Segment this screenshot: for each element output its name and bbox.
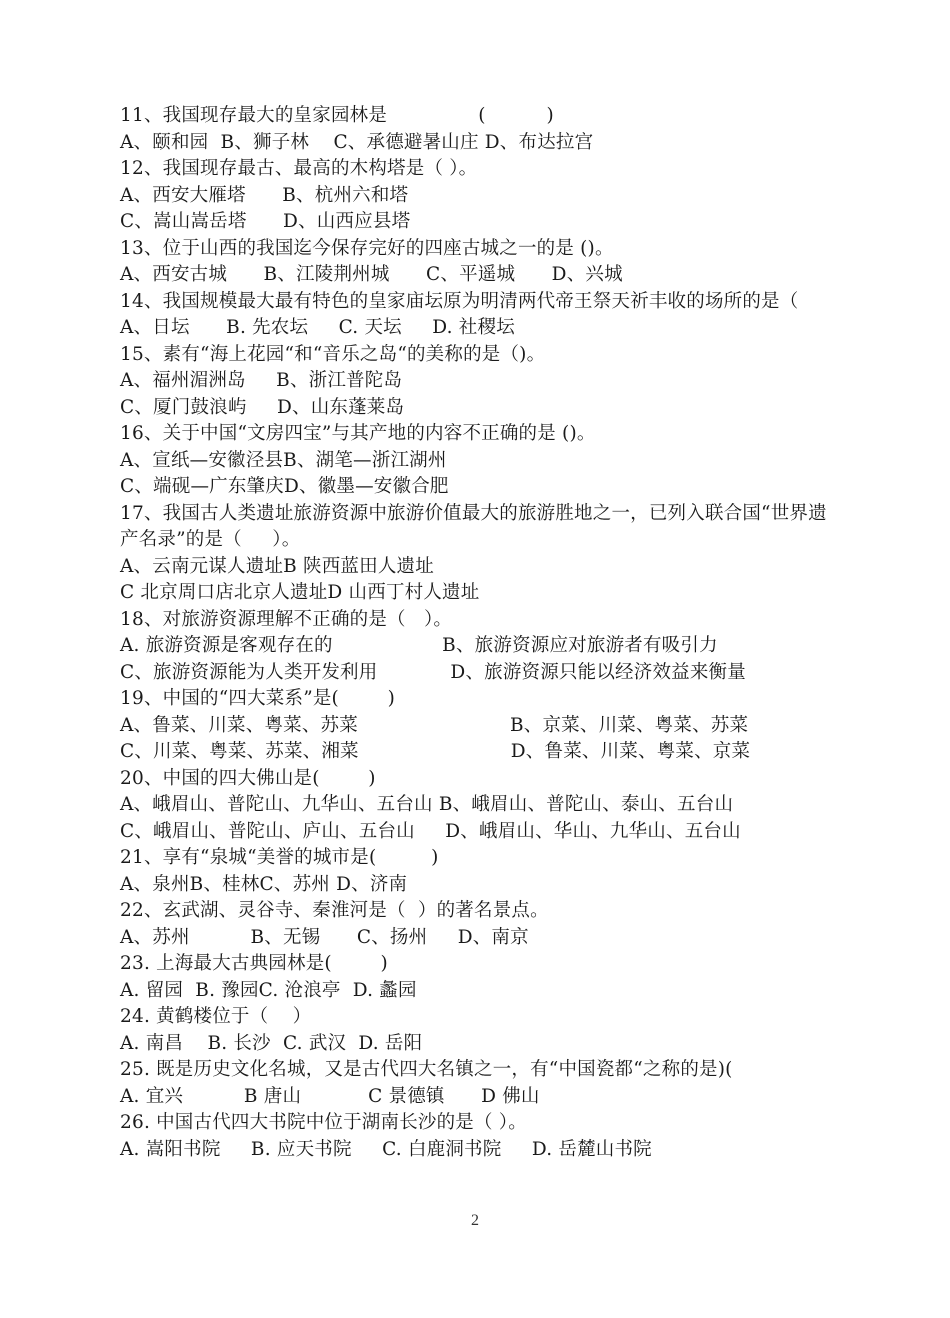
- question-16-options-ab: A、宣纸—安徽泾县B、湖笔—浙江湖州: [120, 449, 447, 471]
- question-19-options-ab: A、鲁菜、川菜、粤菜、苏菜 B、京菜、川菜、粤菜、苏菜: [120, 714, 749, 736]
- question-22-stem: 22、玄武湖、灵谷寺、秦淮河是（ ）的著名景点。: [120, 900, 549, 921]
- question-18-options-cd: C、旅游资源能为人类开发利用 D、旅游资源只能以经济效益来衡量: [120, 661, 746, 683]
- question-15-options-cd: C、厦门鼓浪屿 D、山东蓬莱岛: [120, 396, 405, 418]
- question-15-options-ab: A、福州湄洲岛 B、浙江普陀岛: [120, 370, 403, 391]
- question-20-options-cd: C、峨眉山、普陀山、庐山、五台山 D、峨眉山、华山、九华山、五台山: [120, 820, 741, 842]
- question-26-stem: 26. 中国古代四大书院中位于湖南长沙的是（ ）。: [120, 1112, 527, 1133]
- question-26-options: A. 嵩阳书院 B. 应天书院 C. 白鹿洞书院 D. 岳麓山书院: [120, 1138, 652, 1160]
- question-18-stem: 18、对旅游资源理解不正确的是（ ）。: [120, 608, 453, 630]
- question-list: [120, 103, 910, 1163]
- question-20-options-ab: A、峨眉山、普陀山、九华山、五台山 B、峨眉山、普陀山、泰山、五台山: [120, 794, 734, 815]
- question-13-stem: 13、位于山西的我国迄今保存完好的四座古城之一的是 ()。: [120, 237, 614, 259]
- question-17-stem-continued: 产名录”的是（ ）。: [120, 529, 301, 550]
- question-22-options: A、苏州 B、无锡 C、扬州 D、南京: [120, 926, 529, 948]
- question-18-options-ab: A. 旅游资源是客观存在的 B、旅游资源应对旅游者有吸引力: [120, 635, 718, 656]
- question-19-options-cd: C、川菜、粤菜、苏菜、湘菜 D、鲁菜、川菜、粤菜、京菜: [120, 741, 751, 762]
- question-21-options: A、泉州B、桂林C、苏州 D、济南: [120, 873, 408, 895]
- page-number: 2: [471, 1212, 479, 1229]
- question-14-options: A、日坛 B. 先农坛 C. 天坛 D. 社稷坛: [120, 317, 515, 338]
- question-24-options: A. 南昌 B. 长沙 C. 武汉 D. 岳阳: [120, 1032, 423, 1054]
- question-13-options: A、西安古城 B、江陵荆州城 C、平遥城 D、兴城: [120, 264, 623, 285]
- question-23-stem: 23. 上海最大古典园林是( ): [120, 953, 388, 974]
- question-12-stem: 12、我国现存最古、最高的木构塔是（ ）。: [120, 158, 478, 179]
- question-12-options-ab: A、西安大雁塔 B、杭州六和塔: [120, 184, 409, 206]
- question-17-options-cd: C 北京周口店北京人遗址D 山西丁村人遗址: [120, 582, 480, 603]
- question-14-stem: 14、我国规模最大最有特色的皇家庙坛原为明清两代帝王祭天祈丰收的场所的是（: [120, 290, 799, 312]
- question-11-options: A、颐和园 B、狮子林 C、承德避暑山庄 D、布达拉宫: [120, 131, 594, 153]
- question-17-stem: 17、我国古人类遗址旅游资源中旅游价值最大的旅游胜地之一，已列入联合国“世界遗: [120, 502, 827, 524]
- question-20-stem: 20、中国的四大佛山是( ): [120, 767, 376, 789]
- question-15-stem: 15、素有“海上花园“和“音乐之岛“的美称的是（)。: [120, 343, 546, 365]
- question-11-stem: 11、我国现存最大的皇家园林是 ( ): [120, 105, 554, 126]
- question-16-options-cd: C、端砚—广东肇庆D、徽墨—安徽合肥: [120, 476, 449, 497]
- question-12-options-cd: C、嵩山嵩岳塔 D、山西应县塔: [120, 211, 411, 232]
- question-19-stem: 19、中国的“四大菜系”是( ): [120, 688, 396, 709]
- question-24-stem: 24. 黄鹤楼位于（ ）: [120, 1006, 312, 1027]
- question-16-stem: 16、关于中国“文房四宝”与其产地的内容不正确的是 ()。: [120, 423, 596, 444]
- question-17-options-ab: A、云南元谋人遗址B 陕西蓝田人遗址: [120, 555, 434, 577]
- question-25-stem: 25. 既是历史文化名城，又是古代四大名镇之一，有“中国瓷都“之称的是)(: [120, 1059, 733, 1080]
- question-23-options: A. 留园 B. 豫园C. 沧浪亭 D. 蠡园: [120, 979, 417, 1001]
- question-25-options: A. 宜兴 B 唐山 C 景德镇 D 佛山: [120, 1085, 540, 1107]
- question-21-stem: 21、享有“泉城“美誉的城市是( ): [120, 847, 439, 868]
